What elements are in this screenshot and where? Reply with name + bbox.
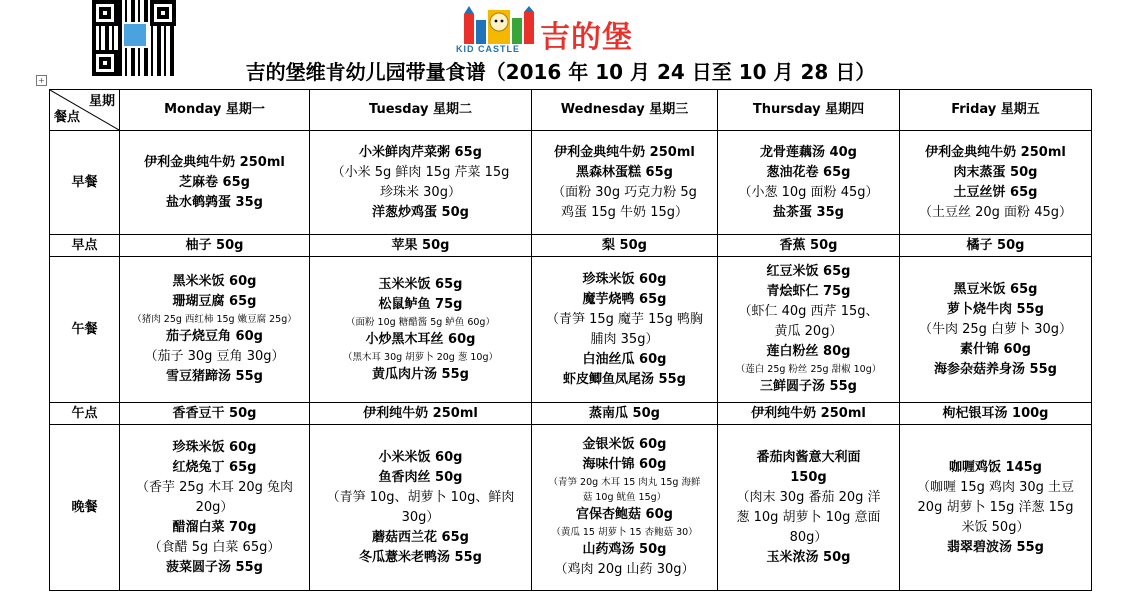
menu-line: （土豆丝 20g 面粉 45g） — [919, 204, 1072, 220]
menu-line: 珍珠米饭 60g — [582, 271, 667, 287]
menu-line: （咖喱 15g 鸡肉 30g 土豆 — [916, 479, 1075, 495]
menu-line: 蘑菇西兰花 65g — [372, 529, 469, 545]
menu-line: 鱼香肉丝 50g — [378, 469, 463, 485]
menu-line: 肉末蒸蛋 50g — [953, 164, 1038, 180]
menu-line: （肉末 30g 番茄 20g 洋 — [736, 489, 881, 505]
menu-line: （牛肉 25g 白萝卜 30g） — [919, 321, 1072, 337]
menu-line: 海味什锦 60g — [582, 457, 667, 472]
menu-line: 盐水鹌鹑蛋 35g — [166, 194, 263, 210]
menu-line: 米饭 50g） — [961, 519, 1030, 535]
kid-castle-logo — [456, 6, 671, 56]
menu-line: 金银米饭 60g — [582, 437, 667, 452]
menu-line: 葱油花卷 65g — [766, 164, 851, 180]
lunch-tuesday — [310, 257, 532, 403]
menu-line: 咖喱鸡饭 145g — [949, 459, 1042, 475]
menu-line: 白油丝瓜 60g — [582, 351, 667, 367]
breakfast-monday — [120, 131, 310, 235]
afternoon-snack-thursday: 伊利纯牛奶 250ml — [718, 403, 900, 425]
menu-line: 芝麻卷 65g — [179, 174, 250, 190]
menu-line: 鸡蛋 15g 牛奶 15g） — [561, 204, 688, 220]
menu-line: 虾皮鲫鱼凤尾汤 55g — [563, 371, 686, 387]
qr-center-logo-icon — [122, 22, 148, 48]
breakfast-wednesday — [532, 131, 718, 235]
lunch-monday — [120, 257, 310, 403]
menu-line: （黄瓜 15 胡萝卜 15 杏鲍菇 30） — [551, 527, 698, 538]
lunch-friday — [900, 257, 1092, 403]
day-header-thursday: Thursday 星期四 — [718, 90, 900, 131]
menu-line: 翡翠碧波汤 55g — [947, 539, 1044, 555]
menu-line: 山药鸡汤 50g — [582, 542, 667, 557]
brand-name: 吉的堡 — [540, 20, 633, 55]
afternoon-snack-wednesday: 蒸南瓜 50g — [532, 403, 718, 425]
menu-line: （黑木耳 30g 胡萝卜 20g 葱 10g） — [343, 351, 498, 363]
dinner-thursday — [718, 425, 900, 591]
menu-line: （青笋 10g、胡萝卜 10g、鲜肉 — [326, 489, 515, 505]
menu-line: 松鼠鲈鱼 75g — [378, 296, 463, 312]
menu-line: 萝卜烧牛肉 55g — [947, 301, 1044, 317]
menu-line: 魔芋烧鸭 65g — [582, 291, 667, 307]
menu-line: 菠菜圆子汤 55g — [166, 559, 263, 575]
menu-line: 醋溜白菜 70g — [172, 519, 257, 535]
menu-line: 莲白粉丝 80g — [766, 344, 851, 359]
menu-line: 茄子烧豆角 60g — [166, 329, 263, 344]
breakfast-tuesday — [310, 131, 532, 235]
menu-line: 三鲜圆子汤 55g — [760, 379, 857, 394]
morning-snack-thursday: 香蕉 50g — [718, 235, 900, 257]
meal-label-lunch: 午餐 — [50, 257, 120, 403]
menu-line: （青笋 20g 木耳 15 肉丸 15g 海鲜 — [548, 477, 701, 488]
menu-line: 20g） — [195, 499, 234, 515]
menu-line: 150g — [790, 469, 827, 485]
breakfast-friday — [900, 131, 1092, 235]
menu-line: 20g 胡萝卜 15g 洋葱 15g — [917, 499, 1074, 515]
lunch-wednesday — [532, 257, 718, 403]
menu-line: 黑米米饭 60g — [172, 274, 257, 289]
dinner-monday — [120, 425, 310, 591]
menu-line: 伊利金典纯牛奶 250ml — [925, 144, 1066, 160]
menu-line: 小炒黑木耳丝 60g — [365, 331, 476, 347]
menu-line: 冬瓜薏米老鸭汤 55g — [359, 549, 482, 565]
lunch-thursday — [718, 257, 900, 403]
menu-line: （面粉 30g 巧克力粉 5g — [552, 184, 697, 200]
menu-line: （小米 5g 鲜肉 15g 芹菜 15g — [331, 164, 510, 180]
menu-line: 洋葱炒鸡蛋 50g — [372, 204, 469, 220]
day-header-tuesday: Tuesday 星期二 — [310, 90, 532, 131]
menu-line: （面粉 10g 糖醋酱 5g 鲈鱼 60g） — [346, 316, 495, 328]
menu-line: 菇 10g 鱿鱼 15g） — [582, 492, 667, 503]
menu-line: 珊瑚豆腐 65g — [172, 294, 257, 309]
meal-label-breakfast: 早餐 — [50, 131, 120, 235]
menu-line: 小米鲜肉芹菜粥 65g — [359, 144, 482, 160]
corner-meal-label: 餐点 — [54, 110, 81, 125]
dinner-tuesday — [310, 425, 532, 591]
menu-line: 黑森林蛋糕 65g — [576, 164, 673, 180]
menu-line: 红豆米饭 65g — [766, 264, 851, 279]
menu-line: （青笋 15g 魔芋 15g 鸭胸 — [545, 311, 704, 327]
menu-line: 玉米浓汤 50g — [766, 549, 851, 565]
menu-line: （食醋 5g 白菜 65g） — [148, 539, 281, 555]
afternoon-snack-tuesday: 伊利纯牛奶 250ml — [310, 403, 532, 425]
kid-castle-wordmark: KID CASTLE — [456, 44, 520, 54]
menu-line: 小米米饭 60g — [378, 449, 463, 465]
menu-line: 宫保杏鲍菇 60g — [576, 507, 673, 522]
menu-line: 玉米米饭 65g — [378, 276, 463, 292]
menu-line: （猪肉 25g 西红柿 15g 嫩豆腐 25g） — [132, 314, 297, 325]
menu-line: 番茄肉酱意大利面 — [756, 449, 861, 465]
menu-line: 珍珠米 30g） — [380, 184, 461, 200]
corner-weekday-label: 星期 — [88, 94, 115, 109]
meal-label-afternoon-snack: 午点 — [50, 403, 120, 425]
day-header-monday: Monday 星期一 — [120, 90, 310, 131]
menu-line: 30g） — [401, 509, 440, 525]
menu-line: 黄瓜肉片汤 55g — [372, 366, 469, 382]
page-title: 吉的堡维肯幼儿园带量食谱（2016 年 10 月 24 日至 10 月 28 日） — [245, 60, 876, 84]
menu-line: 龙骨莲藕汤 40g — [760, 144, 857, 160]
header-row — [50, 90, 1092, 131]
menu-line: 伊利金典纯牛奶 250ml — [144, 154, 285, 170]
menu-line: 雪豆猪蹄汤 55g — [166, 369, 263, 384]
afternoon-snack-monday: 香香豆干 50g — [120, 403, 310, 425]
morning-snack-row — [50, 235, 1092, 257]
menu-line: （鸡肉 20g 山药 30g） — [554, 562, 695, 577]
meal-label-dinner: 晚餐 — [50, 425, 120, 591]
morning-snack-tuesday: 苹果 50g — [310, 235, 532, 257]
morning-snack-friday: 橘子 50g — [900, 235, 1092, 257]
menu-line: 红烧兔丁 65g — [172, 459, 257, 475]
menu-line: （香芋 25g 木耳 20g 兔肉 — [135, 479, 294, 495]
day-header-wednesday: Wednesday 星期三 — [532, 90, 718, 131]
menu-line: 黄瓜 20g） — [774, 324, 843, 339]
breakfast-row — [50, 131, 1092, 235]
menu-line: 盐茶蛋 35g — [773, 204, 844, 220]
table-move-handle-icon[interactable]: + — [36, 75, 47, 86]
morning-snack-monday: 柚子 50g — [120, 235, 310, 257]
menu-line: 海参杂菇养身汤 55g — [934, 361, 1057, 377]
menu-line: 葱 10g 胡萝卜 10g 意面 — [736, 509, 881, 525]
menu-line: 80g） — [789, 529, 828, 545]
afternoon-snack-friday: 枸杞银耳汤 100g — [900, 403, 1092, 425]
meal-label-morning-snack: 早点 — [50, 235, 120, 257]
dinner-row — [50, 425, 1092, 591]
menu-line: （茄子 30g 豆角 30g） — [144, 349, 285, 364]
menu-line: 黑豆米饭 65g — [953, 281, 1038, 297]
afternoon-snack-row — [50, 403, 1092, 425]
dinner-friday — [900, 425, 1092, 591]
menu-line: （莲白 25g 粉丝 25g 甜椒 10g） — [735, 364, 882, 375]
menu-line: 伊利金典纯牛奶 250ml — [554, 144, 695, 160]
menu-line: 珍珠米饭 60g — [172, 439, 257, 455]
menu-line: （虾仁 40g 西芹 15g、 — [738, 304, 879, 319]
corner-cell — [50, 90, 120, 131]
meal-table — [49, 89, 1092, 591]
menu-line: 素什锦 60g — [960, 341, 1031, 357]
menu-line: 脯肉 35g） — [590, 331, 659, 347]
lunch-row — [50, 257, 1092, 403]
menu-line: （小葱 10g 面粉 45g） — [738, 184, 879, 200]
day-header-friday: Friday 星期五 — [900, 90, 1092, 131]
dinner-wednesday — [532, 425, 718, 591]
morning-snack-wednesday: 梨 50g — [532, 235, 718, 257]
breakfast-thursday — [718, 131, 900, 235]
menu-line: 青烩虾仁 75g — [766, 284, 851, 299]
castle-icon — [462, 6, 538, 44]
menu-line: 土豆丝饼 65g — [953, 184, 1038, 200]
